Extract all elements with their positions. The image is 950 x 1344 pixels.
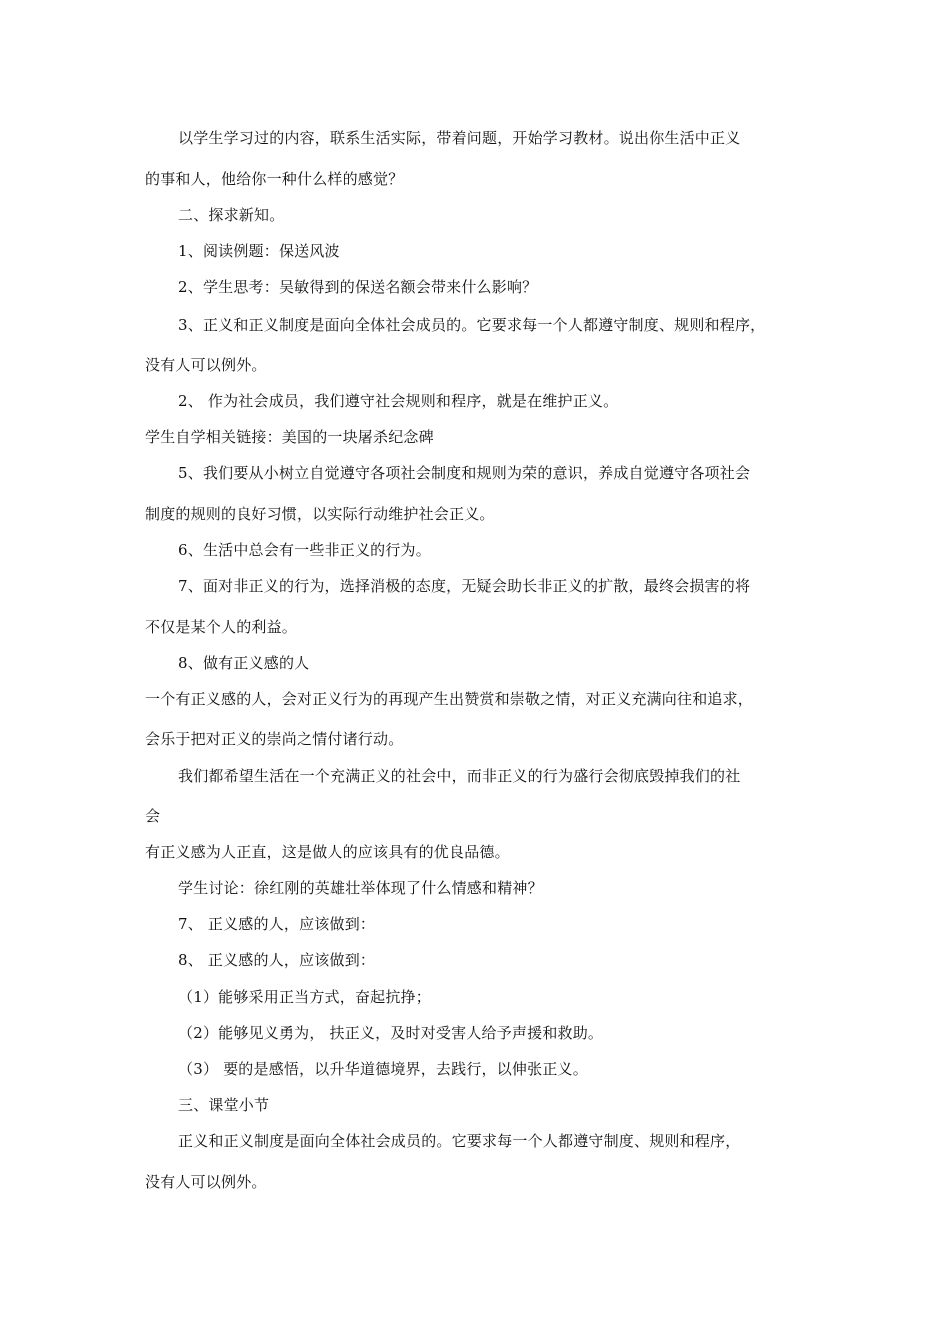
text-line: 8、 正义感的人，应该做到： (178, 951, 376, 969)
text-line: 一个有正义感的人，会对正义行为的再现产生出赞赏和崇敬之情，对正义充满向往和追求， (145, 690, 754, 708)
text-line: 7、面对非正义的行为，选择消极的态度，无疑会助长非正义的扩散，最终会损害的将 (178, 577, 751, 595)
list-item: （3） 要的是感悟，以升华道德境界，去践行，以伸张正义。 (178, 1060, 588, 1078)
section-heading: 二、探求新知。 (178, 206, 285, 224)
text-line: 没有人可以例外。 (145, 1173, 267, 1191)
text-line: 正义和正义制度是面向全体社会成员的。它要求每一个人都遵守制度、规则和程序， (178, 1132, 741, 1150)
text-line: 1、阅读例题：保送风波 (178, 242, 340, 260)
text-line: 2、 作为社会成员，我们遵守社会规则和程序，就是在维护正义。 (178, 392, 619, 410)
text-line: 没有人可以例外。 (145, 356, 267, 374)
text-line: 5、我们要从小树立自觉遵守各项社会制度和规则为荣的意识，养成自觉遵守各项社会 (178, 464, 751, 482)
text-line: 学生讨论：徐红刚的英雄壮举体现了什么情感和精神？ (178, 879, 543, 897)
text-line: 6、生活中总会有一些非正义的行为。 (178, 541, 431, 559)
text-line: 有正义感为人正直，这是做人的应该具有的优良品德。 (145, 843, 510, 861)
text-line: 的事和人，他给你一种什么样的感觉？ (145, 170, 404, 188)
text-line: 以学生学习过的内容，联系生活实际，带着问题，开始学习教材。说出你生活中正义 (178, 129, 741, 147)
text-line: 会乐于把对正义的崇尚之情付诸行动。 (145, 730, 404, 748)
text-line: 我们都希望生活在一个充满正义的社会中，而非正义的行为盛行会彻底毁掉我们的社 (178, 767, 741, 785)
text-line: 3、正义和正义制度是面向全体社会成员的。它要求每一个人都遵守制度、规则和程序， (178, 316, 766, 334)
list-item: （2）能够见义勇为， 扶正义，及时对受害人给予声援和救助。 (178, 1024, 604, 1042)
text-line: 2、学生思考：吴敏得到的保送名额会带来什么影响？ (178, 278, 538, 296)
text-line: 8、做有正义感的人 (178, 654, 310, 672)
text-line: 学生自学相关链接：美国的一块屠杀纪念碑 (145, 428, 434, 446)
text-line: 不仅是某个人的利益。 (145, 618, 298, 636)
text-line: 会 (145, 807, 161, 825)
text-line: 7、 正义感的人，应该做到： (178, 915, 376, 933)
section-heading: 三、课堂小节 (178, 1096, 270, 1114)
list-item: （1）能够采用正当方式，奋起抗挣； (178, 988, 431, 1006)
text-line: 制度的规则的良好习惯，以实际行动维护社会正义。 (145, 505, 495, 523)
